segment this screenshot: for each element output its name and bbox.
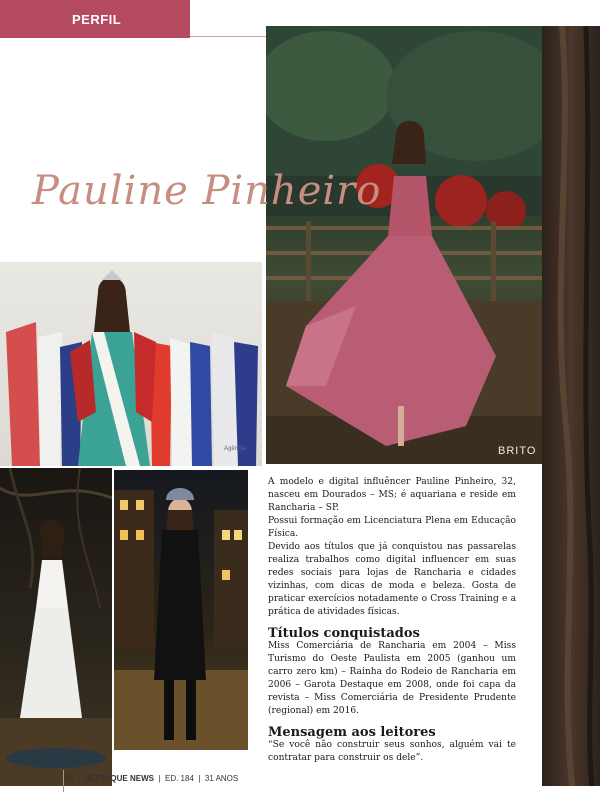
- sash-photo: [0, 262, 262, 466]
- section-tag: [0, 0, 190, 38]
- page-footer: [64, 774, 238, 783]
- footer-magazine-name: DESTAQUE NEWS: [83, 774, 154, 783]
- paragraph-titles: Miss Comerciária de Rancharia em 2004 – Miss Turismo do Oeste Paulista em 2005 (ganhou um carro zero km) – Rainha do Rodeio de Rancharia em 2006 – Garota Destaque em 2008, onde foi capa da revista – Miss Comerciária de Presidente Prudente (regional) em 2016.: [268, 641, 516, 716]
- paragraph-intro-2: Possui formação em Licenciatura Plena em Educação Física.: [268, 516, 516, 539]
- paragraph-intro-3: Devido aos títulos que já conquistou nas passarelas realiza trabalhos como digital influencer em suas redes sociais para lojas de Rancharia e cidades vizinhas, com dicas de moda e beleza. Gosta de praticar exercícios notadamente o Cross Training e a prática de atividades físicas.: [268, 542, 516, 617]
- header-rule: [190, 36, 266, 37]
- black-coat-photo: [114, 470, 248, 750]
- footer-years: 31 ANOS: [204, 774, 239, 783]
- titles-heading: Títulos conquistados: [268, 626, 420, 641]
- footer-separator: |: [156, 774, 163, 783]
- photo-credit: BRITO: [498, 445, 537, 457]
- side-photo-strip: [542, 26, 600, 786]
- paragraph-message: “Se você não construir seus sonhos, alguém vai te contratar para construir os dele”.: [268, 740, 516, 763]
- footer-page-number: 56: [64, 774, 73, 783]
- photo-signature: Agência: [224, 446, 246, 452]
- white-dress-photo: [0, 468, 112, 786]
- footer-separator: |: [75, 774, 82, 783]
- main-photo-pink-dress: [266, 26, 542, 464]
- footer-separator: |: [196, 774, 203, 783]
- page-title: Pauline Pinheiro: [32, 168, 382, 214]
- footer-edition: ED. 184: [164, 774, 194, 783]
- paragraph-intro-1: A modelo e digital influêncer Pauline Pinheiro, 32, nasceu em Dourados – MS; é aquariana e reside em Rancharia – SP.: [268, 477, 516, 513]
- article-body: [268, 476, 516, 765]
- message-heading: Mensagem aos leitores: [268, 725, 436, 740]
- section-tag-label: PERFIL: [72, 12, 122, 27]
